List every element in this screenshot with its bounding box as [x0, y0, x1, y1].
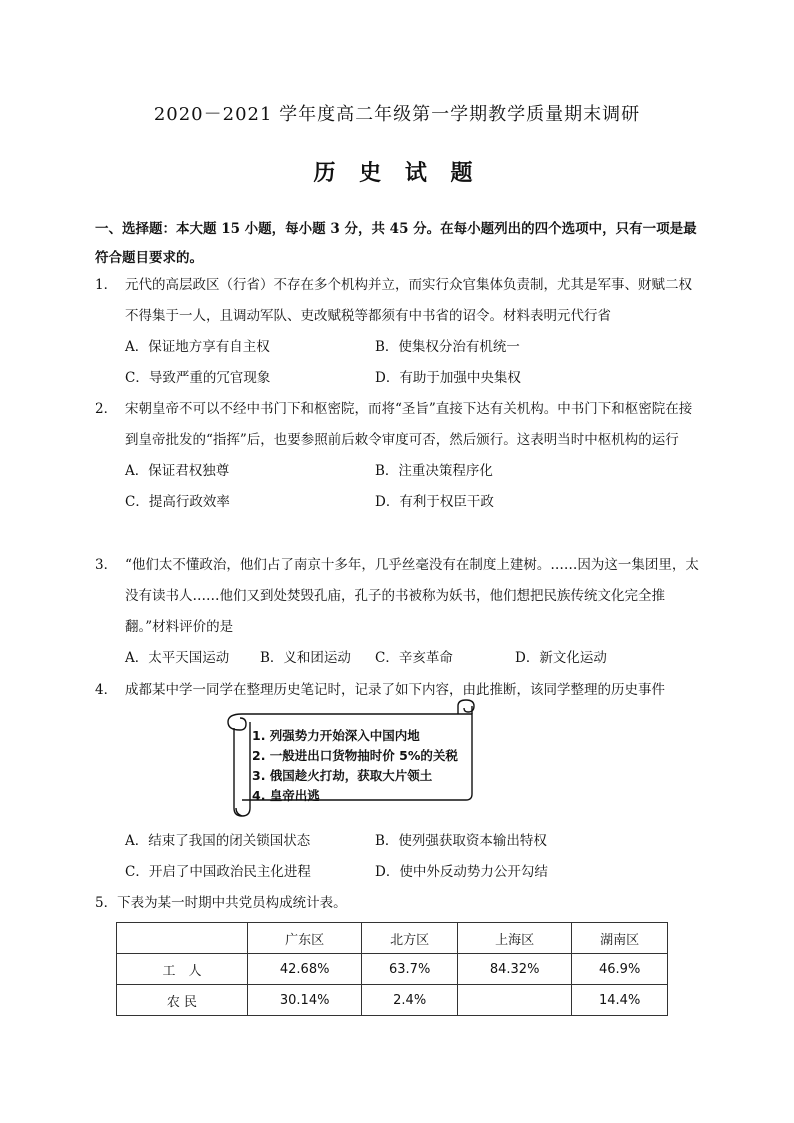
- question-number: 3．: [95, 557, 118, 573]
- section-heading: 一、选择题：本大题 15 小题，每小题 3 分，共 45 分。在每小题列出的四个选项中，只有一项是最符合题目要求的。: [95, 221, 697, 266]
- question-text: 宋朝皇帝不可以不经中书门下和枢密院，而将“圣旨”直接下达有关机构。中书门下和枢密院在接到皇帝批发的“指挥”后，也要参照前后敕令审度可否，然后颁行。这表明当时中枢机构的运行: [125, 401, 693, 448]
- option-a[interactable]: A．保证地方享有自主权: [125, 339, 270, 355]
- option-d[interactable]: D．有助于加强中央集权: [375, 370, 521, 386]
- options-row: [125, 826, 705, 857]
- table-cell: 84.32%: [457, 954, 571, 985]
- table-row: [117, 985, 668, 1016]
- option-b[interactable]: B．义和团运动: [260, 650, 351, 666]
- option-d[interactable]: D．使中外反动势力公开勾结: [375, 864, 548, 880]
- option-b[interactable]: B．使集权分治有机统一: [375, 339, 520, 355]
- option-c[interactable]: C．导致严重的冗官现象: [125, 370, 271, 386]
- table-cell: 工 人: [117, 954, 248, 985]
- option-b[interactable]: B．使列强获取资本输出特权: [375, 833, 547, 849]
- options-row: [125, 456, 705, 487]
- question-4-options: [95, 826, 705, 888]
- option-c[interactable]: C．提高行政效率: [125, 494, 230, 510]
- table-cell: 46.9%: [572, 954, 668, 985]
- notes-scroll: [222, 696, 484, 822]
- option-d[interactable]: D．有利于权臣干政: [375, 494, 494, 510]
- question-1: [95, 270, 705, 394]
- question-text: “他们太不懂政治，他们占了南京十多年，几乎丝毫没有在制度上建树。……因为这一集团里，太没有读书人……他们又到处焚毁孔庙，孔子的书被称为妖书，他们想把民族传统文化完全推翻。”材料评价的是: [125, 557, 699, 635]
- question-number: 5．: [95, 895, 118, 911]
- option-c[interactable]: C．开启了中国政治民主化进程: [125, 864, 311, 880]
- option-c[interactable]: C．辛亥革命: [375, 650, 453, 666]
- scroll-line-3: 3. 俄国趁火打劫，获取大片领土: [252, 768, 433, 783]
- table-header-cell: 湖南区: [572, 923, 668, 954]
- options-row: [125, 363, 705, 394]
- exam-title: 2020－2021 学年度高二年级第一学期教学质量期末调研: [153, 104, 641, 125]
- option-a[interactable]: A．结束了我国的闭关锁国状态: [125, 833, 311, 849]
- table-cell: 农 民: [117, 985, 248, 1016]
- scroll-line-1: 1. 列强势力开始深入中国内地: [252, 728, 420, 743]
- option-d[interactable]: D．新文化运动: [515, 650, 607, 666]
- question-text: 元代的高层政区（行省）不存在多个机构并立，而实行众官集体负责制，尤其是军事、财赋二权不得集于一人，且调动军队、吏改赋税等都须有中书省的诏令。材料表明元代行省: [125, 277, 692, 324]
- table-header-row: [117, 923, 668, 954]
- table-cell: 30.14%: [248, 985, 362, 1016]
- options-row: [125, 487, 705, 518]
- scroll-line-2: 2. 一般进出口货物抽时价 5%的关税: [252, 748, 458, 763]
- table-cell: 2.4%: [362, 985, 458, 1016]
- question-text: 下表为某一时期中共党员构成统计表。: [117, 895, 347, 911]
- table-header-cell: 广东区: [248, 923, 362, 954]
- options-row: [125, 643, 705, 674]
- options-row: [125, 857, 705, 888]
- option-a[interactable]: A．保证君权独尊: [125, 463, 230, 479]
- question-3: [95, 550, 705, 674]
- party-member-table: [116, 922, 668, 1016]
- question-number: 1．: [95, 277, 118, 293]
- options-row: [125, 332, 705, 363]
- question-number: 4．: [95, 682, 118, 698]
- option-b[interactable]: B．注重决策程序化: [375, 463, 493, 479]
- question-number: 2．: [95, 401, 118, 417]
- subject-title: 历 史 试 题: [313, 160, 481, 186]
- table-cell: 63.7%: [362, 954, 458, 985]
- option-a[interactable]: A．太平天国运动: [125, 650, 230, 666]
- question-text: 成都某中学一同学在整理历史笔记时，记录了如下内容，由此推断，该同学整理的历史事件: [125, 682, 665, 698]
- question-2: [95, 394, 705, 518]
- question-5: [95, 888, 705, 919]
- table-cell: [457, 985, 571, 1016]
- scroll-line-4: 4. 皇帝出逃: [252, 788, 320, 803]
- table-header-cell: 北方区: [362, 923, 458, 954]
- table-cell: 14.4%: [572, 985, 668, 1016]
- table-cell: 42.68%: [248, 954, 362, 985]
- table-header-cell: 上海区: [457, 923, 571, 954]
- table-header-cell: [117, 923, 248, 954]
- table-row: [117, 954, 668, 985]
